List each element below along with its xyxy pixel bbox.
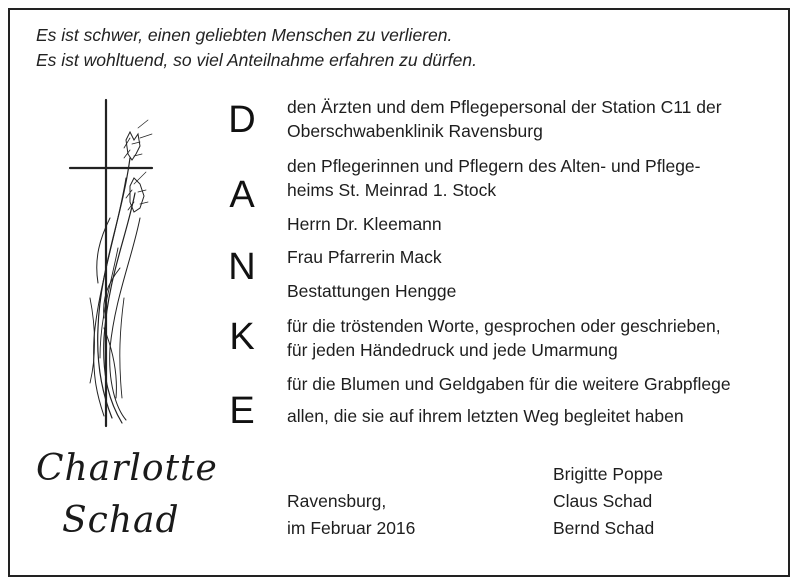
danke-letter-k: K [229, 316, 255, 358]
thanks-item-words [287, 314, 721, 362]
signer-2: Claus Schad [553, 491, 653, 511]
signer-1: Brigitte Poppe [553, 464, 663, 484]
thanks-item-aerzte [287, 95, 722, 143]
thanks-line: Oberschwabenklinik Ravensburg [287, 121, 543, 141]
thanks-item-everyone: allen, die sie auf ihrem letzten Weg begleitet haben [287, 406, 684, 426]
signer-3: Bernd Schad [553, 518, 655, 538]
thanks-item-flowers: für die Blumen und Geldgaben für die weitere Grabpflege [287, 374, 731, 394]
thanks-item-funeral-home: Bestattungen Hengge [287, 281, 457, 301]
thanks-line: den Ärzten und dem Pflegepersonal der Station C11 der [287, 97, 722, 117]
thanks-item-doctor: Herrn Dr. Kleemann [287, 214, 442, 234]
danke-letter-n: N [228, 246, 256, 288]
danke-letter-e: E [229, 390, 255, 432]
intro-line-2: Es ist wohltuend, so viel Anteilnahme erfahren zu dürfen. [36, 50, 477, 70]
danke-letter-a: A [229, 174, 255, 216]
thanks-line: den Pflegerinnen und Pflegern des Alten- und Pflege- [287, 156, 701, 176]
thanks-line: heims St. Meinrad 1. Stock [287, 180, 497, 200]
thanks-item-pastor: Frau Pfarrerin Mack [287, 247, 442, 267]
cross-with-wheat-icon [60, 98, 170, 428]
date: im Februar 2016 [287, 518, 416, 538]
deceased-first-name: Charlotte [36, 448, 218, 489]
deceased-last-name: Schad [62, 500, 180, 541]
intro-line-1: Es ist schwer, einen geliebten Menschen zu verlieren. [36, 25, 453, 45]
thanks-item-pflegeheim [287, 154, 701, 202]
thanks-line: für jeden Händedruck und jede Umarmung [287, 340, 618, 360]
place: Ravensburg, [287, 491, 387, 511]
danke-letter-d: D [228, 99, 256, 141]
thanks-line: für die tröstenden Worte, gesprochen oder geschrieben, [287, 316, 721, 336]
